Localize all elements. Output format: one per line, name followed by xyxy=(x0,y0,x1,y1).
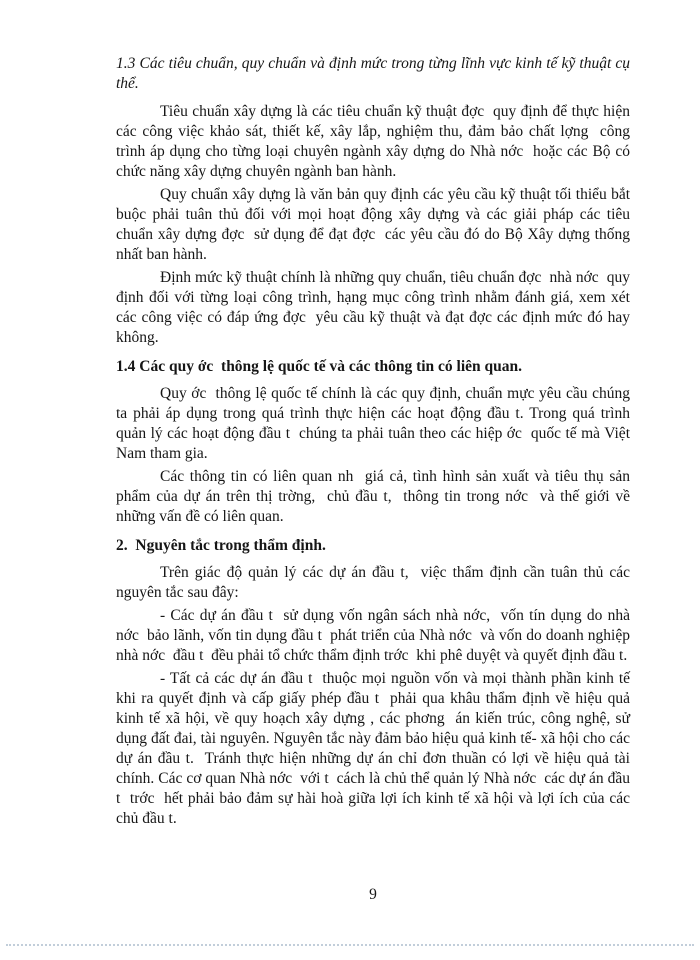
page-content xyxy=(116,52,634,832)
paragraph-bullet-1: - Các dự án đầu t sử dụng vốn ngân sách nhà nớc, vốn tín dụng do nhà nớc bảo lãnh, vốn tin dụng đầu t phát triển của Nhà nớc và vốn do doanh nghiệp nhà nớc đầu t đều phải tổ chức thẩm định trớc khi phê duyệt và quyết định đầu t. xyxy=(116,607,634,664)
section-heading-1-3: 1.3 Các tiêu chuẩn, quy chuẩn và định mức trong từng lĩnh vực kinh tế kỹ thuật cụ thể. xyxy=(116,55,634,92)
paragraph-bullet-2: - Tất cả các dự án đầu t thuộc mọi nguồn vốn và mọi thành phần kinh tế khi ra quyết định và cấp giấy phép đầu t phải qua khâu thẩm định về hiệu quả kinh tế xã hội, về quy hoạch xây dựng , các phơng án kiến trúc, công nghệ, sử dụng đất đai, tài nguyên. Nguyên tắc này đảm bảo hiệu quả kinh tế- xã hội cho các dự án đầu t. Tránh thực hiện những dự án chỉ đơn thuần có lợi về hiệu quả tài chính. Các cơ quan Nhà nớc với t cách là chủ thể quản lý Nhà nớc các dự án đầu t trớc hết phải bảo đảm sự hài hoà giữa lợi ích kinh tế xã hội và lợi ích của các chủ đầu t. xyxy=(116,670,634,827)
paragraph-tieu-chuan: Tiêu chuẩn xây dựng là các tiêu chuẩn kỹ thuật đợc quy định để thực hiện các công việc khảo sát, thiết kế, xây lắp, nghiệm thu, đảm bảo chất lợng công trình áp dụng cho từng loại chuyên ngành xây dựng do Nhà nớc hoặc các Bộ có chức năng xây dựng chuyên ngành ban hành. xyxy=(116,103,634,180)
section-heading-2: 2. Nguyên tắc trong thẩm định. xyxy=(116,537,326,554)
section-heading-1-4: 1.4 Các quy ớc thông lệ quốc tế và các thông tin có liên quan. xyxy=(116,358,523,375)
paragraph-quy-chuan: Quy chuẩn xây dựng là văn bản quy định các yêu cầu kỹ thuật tối thiểu bắt buộc phải tuân thủ đối với mọi hoạt động xây dựng và các giải pháp các tiêu chuẩn xây dựng đợc sử dụng để đạt đợc các yêu cầu đó do Bộ Xây dựng thống nhất ban hành. xyxy=(116,186,634,263)
paragraph-dinh-muc: Định mức kỹ thuật chính là những quy chuẩn, tiêu chuẩn đợc nhà nớc quy định đối với từng loại công trình, hạng mục công trình nhằm đánh giá, xem xét các công việc có đáp ứng đợc yêu cầu kỹ thuật và đạt đợc các định mức đó hay không. xyxy=(116,269,634,346)
scan-artifact-dotted-line xyxy=(6,944,694,946)
page-number: 9 xyxy=(369,886,377,903)
paragraph-thong-tin: Các thông tin có liên quan nh giá cả, tình hình sản xuất và tiêu thụ sản phẩm của dự án trên thị trờng, chủ đầu t, thông tin trong nớc và thế giới về những vấn đề có liên quan. xyxy=(116,468,634,525)
paragraph-nguyen-tac-intro: Trên giác độ quản lý các dự án đầu t, việc thẩm định cần tuân thủ các nguyên tắc sau đây: xyxy=(116,564,634,601)
paragraph-quy-uoc: Quy ớc thông lệ quốc tế chính là các quy định, chuẩn mực yêu cầu chúng ta phải áp dụng trong quá trình thực hiện các hoạt động đầu t. Trong quá trình quản lý các hoạt động đầu t chúng ta phải tuân theo các hiệp ớc quốc tế mà Việt Nam tham gia. xyxy=(116,385,634,462)
